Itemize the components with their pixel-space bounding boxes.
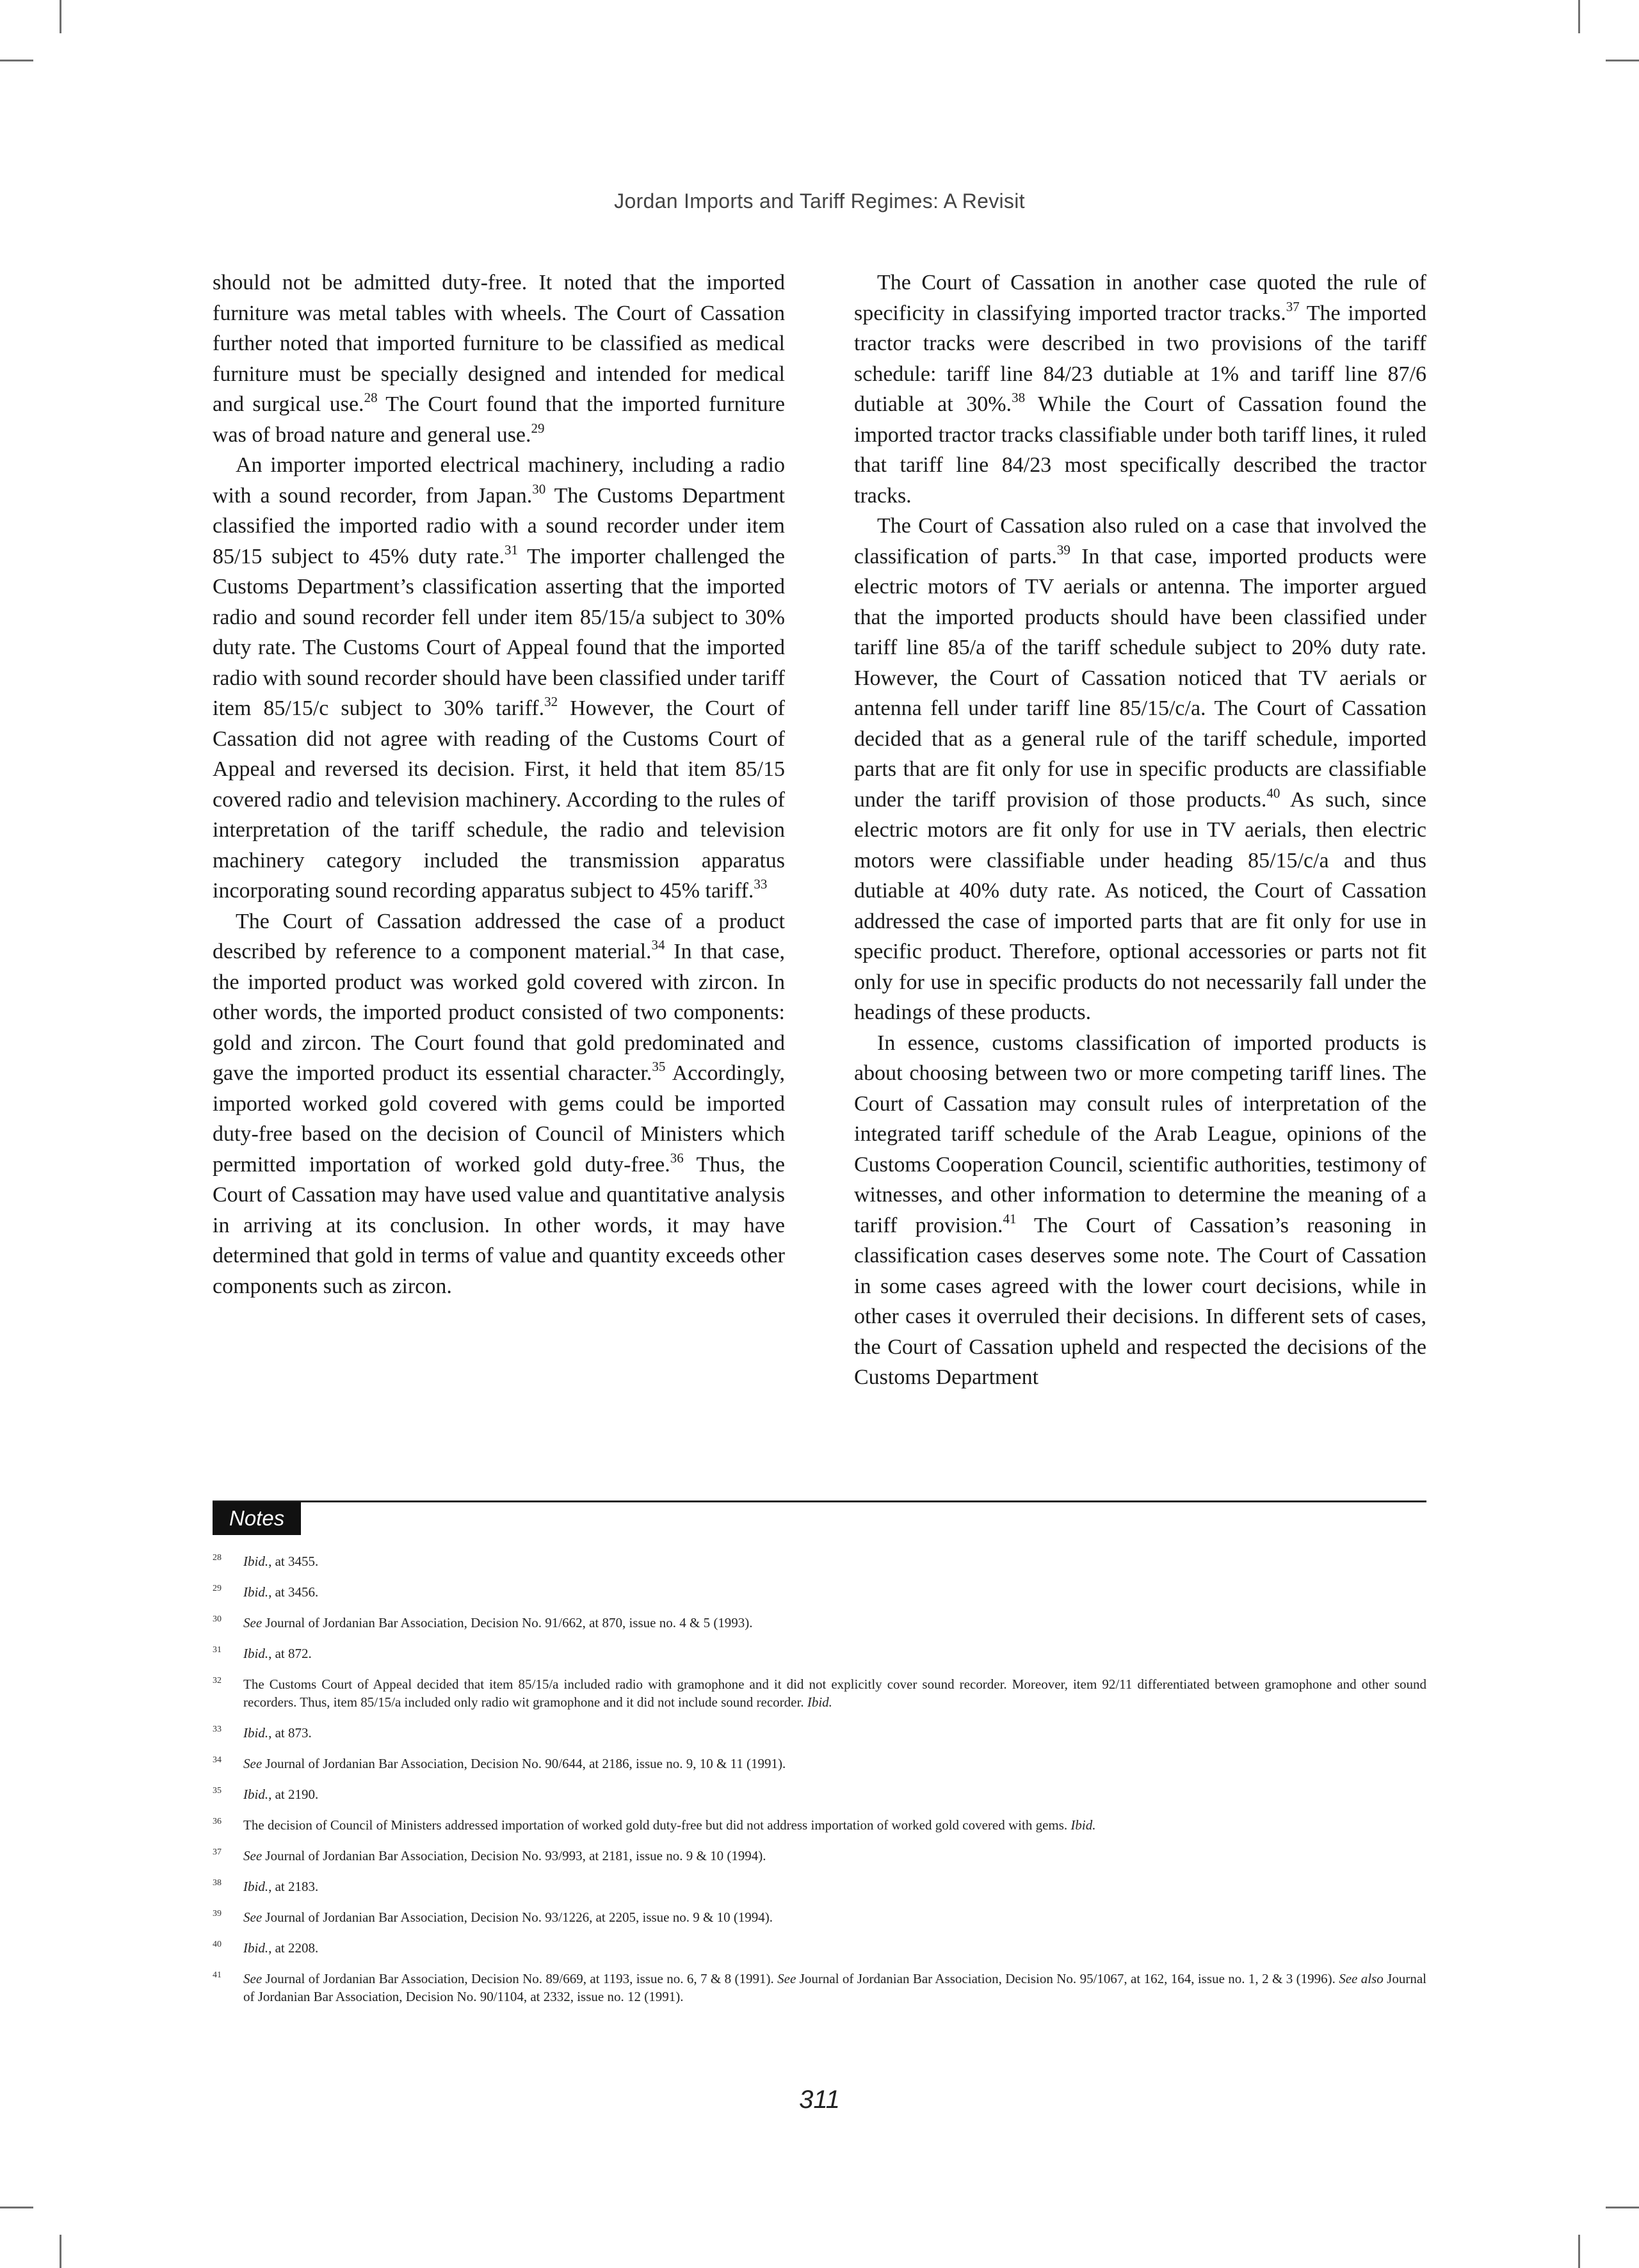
paragraph-text: Journal of Jordanian Bar Association, Decision No. 90/1104, at 2332, issue no. 12 (1991). (243, 1971, 1426, 2004)
paragraph-text: In that case, the imported product was worked gold covered with zircon. In other words, the imported product consisted of two components: gold and zircon. The Court found that gold predominated and gave the imported product its essential character. (213, 940, 786, 1085)
footnote-ref: 37 (1286, 298, 1300, 314)
paragraph-text: While the Court of Cassation found the imported tractor tracks classifiable under both tariff lines, it ruled that tariff line 84/23 most specifically described the tractor tracks. (854, 392, 1426, 508)
paragraph-text: An importer imported electrical machinery, including a radio with a sound recorder, from Japan. (213, 453, 785, 508)
footnotes (213, 1552, 1426, 2018)
paragraph-text: Journal of Jordanian Bar Association, Decision No. 91/662, at 870, issue no. 4 & 5 (1993). (262, 1615, 753, 1630)
footnote (213, 1847, 1426, 1865)
paragraph-text: , at 2190. (268, 1787, 319, 1802)
crop-mark (1606, 60, 1639, 61)
italic-text: See (777, 1971, 796, 1986)
footnote (213, 1583, 1426, 1601)
footnote-number: 37 (213, 1847, 222, 1857)
footnote-number: 33 (213, 1725, 222, 1734)
crop-mark (0, 2207, 33, 2208)
footnote (213, 1878, 1426, 1895)
paragraph-text: The Court of Cassation in another case quoted the rule of specificity in classifying imported tractor tracks. (854, 271, 1426, 325)
italic-text: See (243, 1971, 262, 1986)
footnote-ref: 39 (1056, 542, 1070, 558)
paragraph-text: As such, since electric motors are fit only for use in TV aerials, then electric motors were classifiable under heading 85/15/c/a and thus dutiable at 40% duty rate. As noticed, the Court of Cassation addressed the case of imported parts that are fit only for use in specific product. Therefore, optional accessories or parts not fit only for use in specific products do not necessarily fall under the headings of these products. (854, 787, 1426, 1024)
footnote-number: 34 (213, 1755, 222, 1765)
paragraph-text: , at 2183. (268, 1879, 319, 1894)
italic-text: Ibid. (243, 1940, 269, 1956)
paragraph-text: The imported tractor tracks were described in two provisions of the tariff schedule: tariff line 84/23 dutiable at 1% and tariff line 87/6 dutiable at 30%. (854, 301, 1426, 416)
footnote-ref: 41 (1003, 1210, 1017, 1226)
paragraph-text: Journal of Jordanian Bar Association, Decision No. 95/1067, at 162, 164, issue no. 1, 2 & 3 (1996). (796, 1971, 1339, 1986)
footnote-ref: 30 (532, 481, 546, 497)
footnote-ref: 34 (651, 937, 665, 953)
footnote-number: 40 (213, 1940, 222, 1949)
footnote-ref: 40 (1266, 785, 1280, 801)
italic-text: See also (1339, 1971, 1384, 1986)
paragraph-text: The Court of Cassation also ruled on a case that involved the classification of parts. (854, 514, 1426, 568)
italic-text: Ibid. (807, 1694, 832, 1710)
paragraph-text: , at 3455. (268, 1554, 319, 1569)
paragraph (213, 906, 785, 1302)
notes-divider (213, 1500, 1426, 1502)
italic-text: Ibid. (243, 1879, 269, 1894)
footnote (213, 1645, 1426, 1662)
footnote-ref: 32 (544, 694, 558, 709)
footnote-number: 39 (213, 1909, 222, 1918)
footnote-number: 41 (213, 1970, 222, 1980)
crop-mark (1578, 0, 1580, 33)
footnote (213, 1785, 1426, 1803)
left-column (213, 268, 785, 1301)
paragraph-text: , at 3456. (268, 1584, 319, 1600)
paragraph-text: The decision of Council of Ministers addressed importation of worked gold duty-free but did not address importation of worked gold covered with gems. (243, 1817, 1071, 1833)
paragraph (854, 268, 1426, 511)
footnote-ref: 36 (670, 1150, 684, 1166)
paragraph-text: The importer challenged the Customs Department’s classification asserting that the imported radio and sound recorder fell under item 85/15/a subject to 30% duty rate. The Customs Court of Appeal found that the imported radio with sound recorder should have been classified under tariff item 85/15/c subject to 30% tariff. (213, 544, 785, 720)
crop-mark (0, 60, 33, 61)
footnote-ref: 33 (754, 876, 768, 892)
paragraph (854, 1028, 1426, 1393)
footnote-ref: 29 (531, 420, 545, 436)
italic-text: Ibid. (243, 1554, 269, 1569)
footnote (213, 1614, 1426, 1632)
italic-text: See (243, 1756, 262, 1771)
paragraph-text: However, the Court of Cassation did not agree with reading of the Customs Court of Appeal and reversed its decision. First, it held that item 85/15 covered radio and television machinery. According to the rules of interpretation of the tariff schedule, the radio and television machinery category included the transmission apparatus incorporating sound recording apparatus subject to 45% tariff. (213, 696, 785, 903)
footnote-number: 29 (213, 1584, 222, 1593)
footnote-number: 36 (213, 1817, 222, 1826)
paragraph-text: , at 873. (268, 1725, 312, 1741)
italic-text: Ibid. (243, 1725, 269, 1741)
paragraph-text: Journal of Jordanian Bar Association, Decision No. 93/993, at 2181, issue no. 9 & 10 (1994). (262, 1848, 766, 1863)
footnote (213, 1908, 1426, 1926)
footnote (213, 1724, 1426, 1742)
footnote-number: 31 (213, 1645, 222, 1655)
italic-text: Ibid. (243, 1584, 269, 1600)
running-head: Jordan Imports and Tariff Regimes: A Revisit (614, 189, 1025, 213)
paragraph-text: Journal of Jordanian Bar Association, Decision No. 93/1226, at 2205, issue no. 9 & 10 (1994). (262, 1910, 773, 1925)
crop-mark (60, 2235, 61, 2268)
right-column (854, 268, 1426, 1393)
footnote (213, 1755, 1426, 1773)
footnote-ref: 35 (652, 1059, 666, 1074)
paragraph (854, 511, 1426, 1028)
paragraph-text: Journal of Jordanian Bar Association, Decision No. 90/644, at 2186, issue no. 9, 10 & 11 (1991). (262, 1756, 786, 1771)
italic-text: Ibid. (243, 1646, 269, 1661)
paragraph (213, 268, 785, 450)
footnote-ref: 31 (505, 542, 519, 558)
paragraph (213, 450, 785, 906)
footnote-number: 30 (213, 1614, 222, 1624)
paragraph-text: , at 872. (268, 1646, 312, 1661)
footnote-number: 38 (213, 1878, 222, 1888)
italic-text: Ibid. (1070, 1817, 1096, 1833)
paragraph-text: In that case, imported products were electric motors of TV aerials or antenna. The importer argued that the imported products should have been classified under tariff line 85/a of the tariff schedule subject to 20% duty rate. However, the Court of Cassation noticed that TV aerials or antenna fell under tariff line 85/15/c/a. The Court of Cassation decided that as a general rule of the tariff schedule, imported parts that are fit only for use in specific products are classifiable under the tariff provision of those products. (854, 544, 1426, 812)
paragraph-text: should not be admitted duty-free. It noted that the imported furniture was metal tables with wheels. The Court of Cassation further noted that imported furniture to be classified as medical furniture must be specially designed and intended for medical and surgical use. (213, 271, 785, 416)
footnote (213, 1939, 1426, 1957)
footnote-ref: 38 (1012, 390, 1026, 405)
footnote (213, 1816, 1426, 1834)
footnote-ref: 28 (364, 390, 378, 405)
paragraph-text: Accordingly, imported worked gold covered with gems could be imported duty-free based on the decision of Council of Ministers which permitted importation of worked gold duty-free. (213, 1061, 786, 1177)
paragraph-text: The Customs Court of Appeal decided that item 85/15/a included radio with gramophone and it did not explicitly cover sound recorder. Moreover, item 92/11 differentiated between gramophone and other sound recorders. Thus, item 85/15/a included only radio wit gramophone and it did not include sound recorder. (243, 1677, 1426, 1710)
crop-mark (1578, 2235, 1580, 2268)
paragraph-text: Journal of Jordanian Bar Association, Decision No. 89/669, at 1193, issue no. 6, 7 & 8 (1991). (262, 1971, 778, 1986)
paragraph-text: The Court of Cassation’s reasoning in classification cases deserves some note. The Court of Cassation in some cases agreed with the lower court decisions, while in other cases it overruled their decisions. In different sets of cases, the Court of Cassation upheld and respected the decisions of the Customs Department (854, 1213, 1426, 1389)
footnote (213, 1675, 1426, 1711)
footnote-number: 35 (213, 1786, 222, 1796)
italic-text: See (243, 1910, 262, 1925)
crop-mark (60, 0, 61, 33)
footnote-number: 28 (213, 1553, 222, 1563)
paragraph-text: The Court of Cassation addressed the case of a product described by reference to a component material. (213, 909, 785, 963)
italic-text: Ibid. (243, 1787, 269, 1802)
paragraph-text: The Customs Department classified the imported radio with a sound recorder under item 85/15 subject to 45% duty rate. (213, 483, 785, 568)
paragraph-text: , at 2208. (268, 1940, 319, 1956)
notes-label: Notes (213, 1502, 301, 1535)
paragraph-text: Thus, the Court of Cassation may have used value and quantitative analysis in arriving at its conclusion. In other words, it may have determined that gold in terms of value and quantity exceeds other components such as zircon. (213, 1152, 785, 1298)
footnote (213, 1552, 1426, 1570)
crop-mark (1606, 2207, 1639, 2208)
footnote-number: 32 (213, 1676, 222, 1685)
italic-text: See (243, 1848, 262, 1863)
page-number: 311 (799, 2086, 840, 2114)
footnote (213, 1970, 1426, 2006)
paragraph-text: In essence, customs classification of imported products is about choosing between two or more competing tariff lines. The Court of Cassation may consult rules of interpretation of the integrated tariff schedule of the Arab League, opinions of the Customs Cooperation Council, scientific authorities, testimony of witnesses, and other information to determine the meaning of a tariff provision. (854, 1031, 1426, 1237)
paragraph-text: The Court found that the imported furniture was of broad nature and general use. (213, 392, 785, 447)
italic-text: See (243, 1615, 262, 1630)
